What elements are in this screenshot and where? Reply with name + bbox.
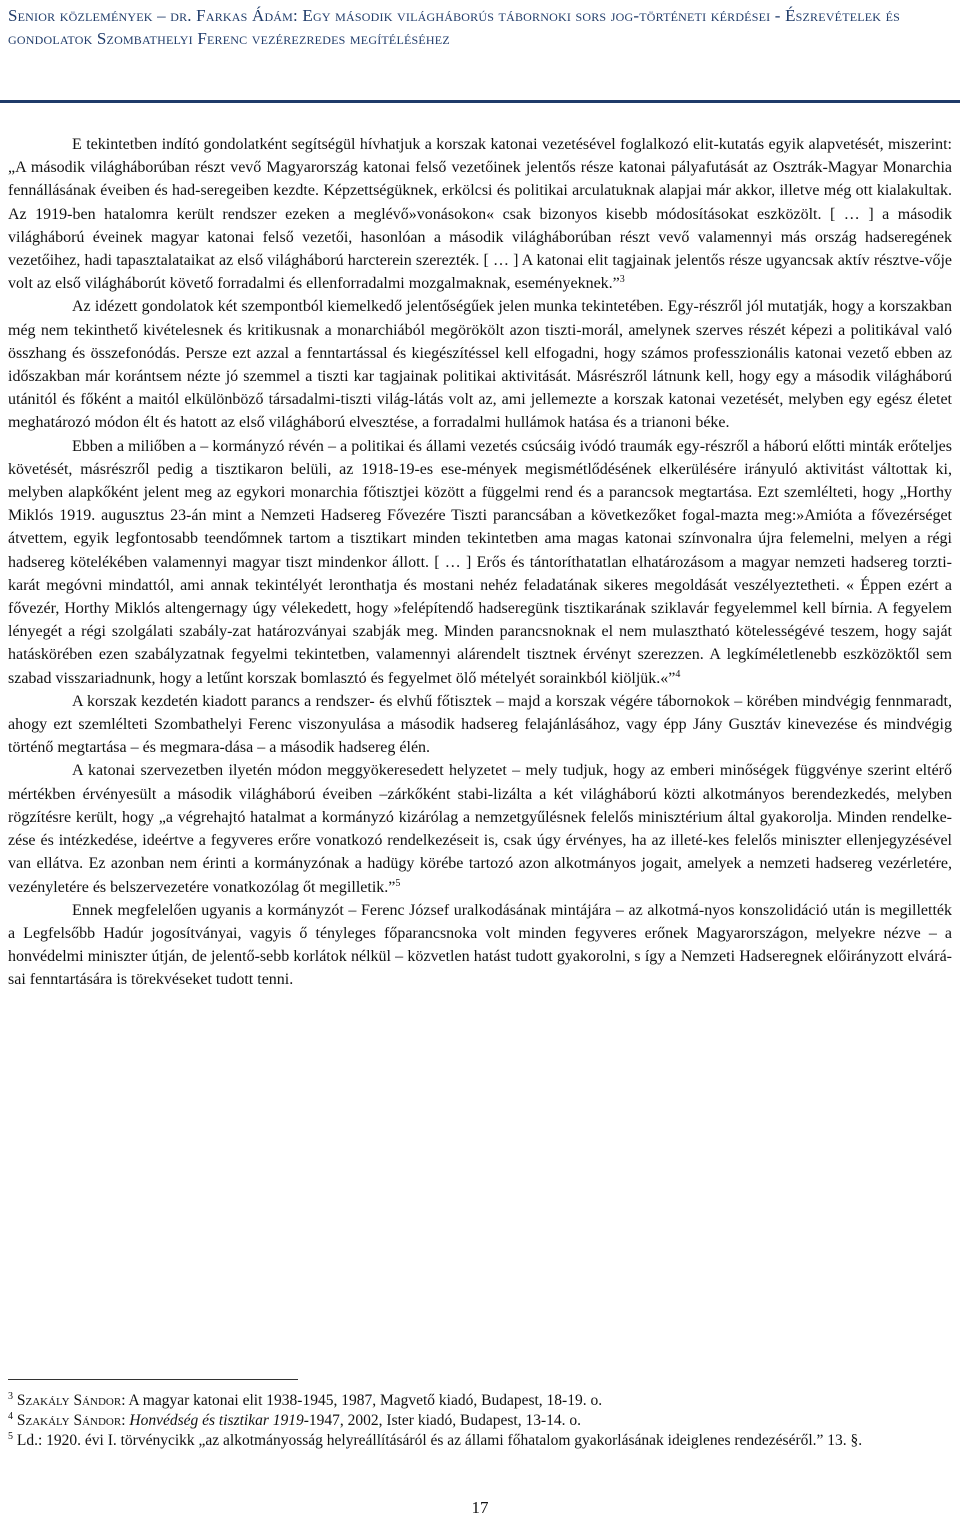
footnote-ref-5: 5 bbox=[395, 877, 401, 889]
footnote-ref-4: 4 bbox=[675, 668, 681, 680]
running-header bbox=[8, 4, 952, 50]
footnote-3-number: 3 bbox=[8, 1391, 13, 1402]
paragraph-3 bbox=[8, 435, 952, 690]
paragraph-2: Az idézett gondolatok két szempontból kiemelkedő jelentőségűek jelen munka tekintetében. Egy-részről jól mutatják, hogy a korszakban még nem tekinthető kivételesnek és kritikusnak a monarchiából megörökölt azon tiszti-morál, amelynek szerves részét képezi a politikával való összhang és összefonódás. Persze ezt azzal a fenntartással és kiegészítéssel kell elfogadni, hogy számos professzionális katonai vezető ebben az időszakban már korántsem nézte jó szemmel a tiszti kar tagjainak politikai aktivitását. Másrészről látnunk kell, hogy egy a második világháború utánitól és főként a maitól elkülönböző társadalmi-tiszti világ-látás volt az, ami jellemezte a korszak katonai vezetését, melyben egy egész életet meghatározó módon élt és hatott az első világháború elvesztése, a forradalmi hullámok hatása és a trianoni béke. bbox=[8, 298, 952, 432]
footnote-5-number: 5 bbox=[8, 1431, 13, 1442]
footnote-5-text: Ld.: 1920. évi I. törvénycikk „az alkotmányosság helyreállításáról és az állami főhatalom gyakorlásának ideiglenes rendezéséről.” 13. §. bbox=[16, 1432, 863, 1449]
footnote-4-text: -1947, 2002, Ister kiadó, Budapest, 13-14. o. bbox=[303, 1412, 582, 1429]
footnote-4-title: Honvédség és tisztikar 1919 bbox=[129, 1412, 304, 1429]
header-title: Senior közlemények – dr. Farkas Ádám: Egy második világháborús tábornoki sors jog-történeti kérdései - Észrevételek és gondolatok Szombathelyi Ferenc vezérezredes megítéléséhez bbox=[8, 6, 901, 48]
paragraph-6: Ennek megfelelően ugyanis a kormányzót – Ferenc József uralkodásának mintájára – az alkotmá-nyos konszolidáció után is megillették a Legfelsőbb Hadúr jogosítványai, vagyis ő tényleges főparancsnoka volt minden fegyveres erőnek Magyarországon, melyekre nézve – a honvédelmi miniszter útján, de jelentő-sebb korlátok nélkül – közvetlen hatást tudott gyakorolni, s így a Nemzeti Hadseregnek előirányzott elvárá-sai fenntartására is törekvéseket tudott tenni. bbox=[8, 901, 952, 989]
paragraph-5-text: A katonai szervezetben ilyetén módon meggyökeresedett helyzetet – mely tudjuk, hogy az emberi minőségek függvénye szerint eltérő mértékben érvényesült a második világháború éveiben –zárkőként stabi-lizálta a két világháború közti alkotmányos berendezkedés, melyben rögzítésre került, hogy „a végrehajtó hatalmat a kormányzó kizárólag a nemzetgyűlésnek felelős minisztérium által gyakorolja. Minden rendelke-zése és intézkedése, ideértve a fegyveres erőre vonatkozó rendelkezéseit is, csak úgy érvényes, ha az illeté-kes felelős miniszter ellenjegyzésével van ellátva. Ez azonban nem érinti a kormányzónak a hadügy körébe tartozó azon alkotmányos jogait, amelyek a nemzeti hadsereg vezérletére, vezényletére és belszervezetére vonatkozólag őt megilletik.” bbox=[8, 762, 952, 896]
footnote-3-author: Szakály Sándor bbox=[16, 1392, 122, 1409]
paragraph-1-text: E tekintetben indító gondolatként segítségül hívhatjuk a korszak katonai vezetésével foglalkozó elit-kutatás egyik alapvetését, miszerint: „A második világháborúban részt vevő Magyarország katonai felső vezetőinek jelentős része katonai pályafutását az Osztrák-Magyar Monarchia fennállásának éveiben és had-seregeiben kezdte. Képzettségüknek, erkölcsi és politikai arculatuknak alapjai már akkor, illetve még ott kialakultak. Az 1919-ben hatalomra került rendszer ezeken a meglévő»vonásokon« csak bizonyos kisebb módosításokat eszközölt. [ … ] a második világháború éveinek magyar katonai felső vezetői, hasonlóan a második világháborúban részt vevő valamennyi más ország hadseregének vezetőihez, hadi tapasztalataikat az első világháború harcterein szerezték. [ … ] A katonai elit tagjainak jelentős része ugyancsak aktív résztve-vője volt az első világháborút követő forradalmi és ellenforradalmi mozgalmaknak, eseményeknek.” bbox=[8, 136, 952, 293]
header-divider bbox=[0, 100, 960, 103]
paragraph-1 bbox=[8, 133, 952, 295]
footnote-3-text: A magyar katonai elit 1938-1945, 1987, Magvető kiadó, Budapest, 18-19. o. bbox=[128, 1392, 603, 1409]
page-number: 17 bbox=[471, 1498, 489, 1517]
footnote-4-number: 4 bbox=[8, 1411, 13, 1422]
article-body bbox=[8, 133, 952, 992]
footnote-divider bbox=[8, 1379, 298, 1380]
footnote-5 bbox=[8, 1431, 952, 1451]
paragraph-4: A korszak kezdetén kiadott parancs a rendszer- és elvhű főtisztek – majd a korszak végére tábornokok – körében mindvégig fennmaradt, ahogy ezt szemlélteti Szombathelyi Ferenc viszonyulása a második hadsereg felajánlásához, vagy épp Jány Gusztáv kinevezése és mindvégig történő megtartása – és megmara-dása – a második hadsereg élén. bbox=[8, 692, 952, 757]
footnote-ref-3: 3 bbox=[619, 274, 625, 286]
paragraph-3-text: Ebben a miliőben a – kormányzó révén – a politikai és állami vezetés csúcsáig ivódó traumák egy-részről a háború előtti minták erőteljes követését, másrészről pedig a tisztikaron belüli, az 1918-19-es ese-mények megismétlődésének elkerülésére irányuló aktivitást váltottak ki, melyben alapkőként jelent meg az egykori monarchia főtisztjei között a függelmi rend és a parancsok megtartása. Ezt szemlélteti, hogy „Horthy Miklós 1919. augusztus 23-án mint a Nemzeti Hadsereg Fővezére Tiszti parancsában a következőket fogal-mazta meg:»Amióta a fővezérséget átvettem, egyik legfontosabb teendőmnek tartom a tisztikart minden tekintetben ama magas katonai színvonalra újra felemelni, melyen a régi hadsereg kötelékében valamennyi magyar tiszt mindenkor állott. [ … ] Erős és tántoríthatatlan elhatározásom a magyar nemzeti hadsereg torzti-karát megóvni mindattól, ami annak tekintélyét leronthatja és mostani nehéz feladatának sikeres megoldását veszélyeztetheti. « Éppen ezért a fővezér, Horthy Miklós altengernagy úgy vélekedett, hogy »felépítendő hadseregünk tisztikarának sziklavár fegyelemmel kell bírnia. A fegyelem lényegét a régi szolgálati szabály-zat határozványai szabják meg. Minden parancsnoknak el nem mulasztható kötelességévé teszem, hogy saját hatáskörében ezen szabályzatnak fegyelmi tekintetben, valamennyi alárendelt tisztnek érvényt szerezzen. A legkíméletlenebb eszközöktől sem szabad visszariadnunk, hogy a letűnt korszak bomlasztó és fegyelmet ölő mételyét sorainkból kiöljük.«” bbox=[8, 437, 952, 687]
footnotes bbox=[8, 1391, 952, 1451]
footnote-4-author: Szakály Sándor bbox=[16, 1412, 122, 1429]
footnote-3: $^3$ Szakály Sándor: A magyar katonai elit 1938-1945, 1987, Magvető kiadó, Budapest, 18-19. o. bbox=[8, 1391, 603, 1409]
footnote-4: $^4$ Szakály Sándor: Honvédség és tisztikar 1919-1947, 2002, Ister kiadó, Budapest, 13-14. o. bbox=[8, 1411, 582, 1429]
paragraph-5 bbox=[8, 759, 952, 898]
